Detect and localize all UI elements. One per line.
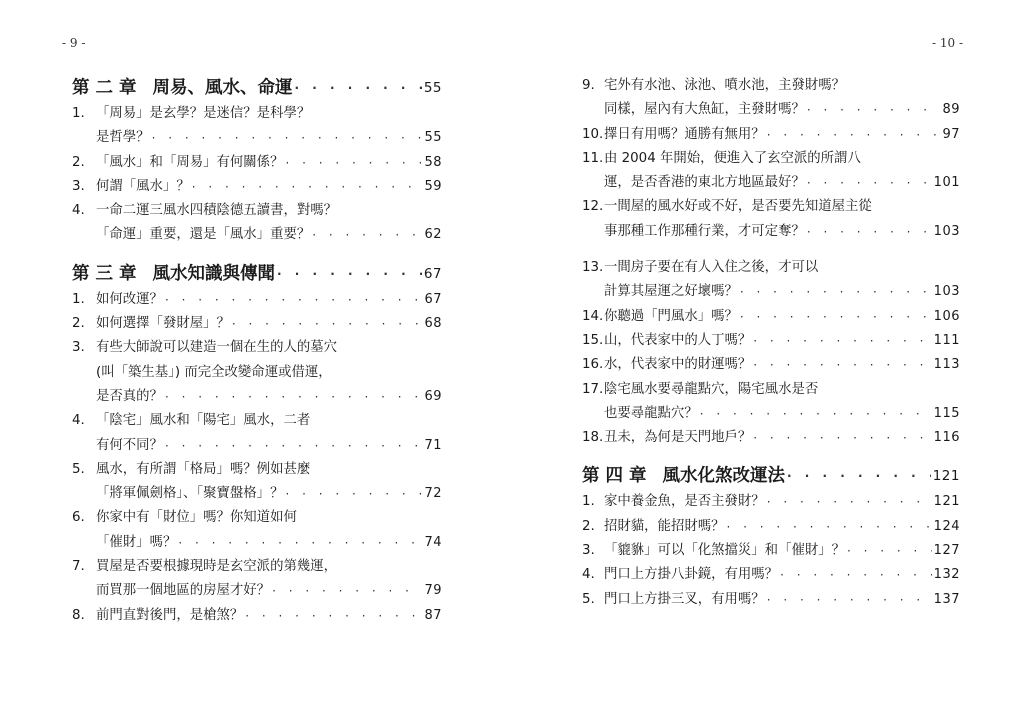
toc-entry bbox=[72, 579, 442, 603]
dot-leader bbox=[285, 482, 422, 506]
right-page bbox=[512, 0, 1024, 724]
toc-entry bbox=[72, 288, 442, 312]
chapter-label: 第三章 bbox=[72, 263, 143, 284]
dot-leader bbox=[312, 223, 422, 247]
entry-number: 3. bbox=[72, 340, 85, 356]
dot-leader bbox=[753, 426, 931, 450]
toc-entry bbox=[582, 280, 960, 304]
entry-text: 水，代表家中的財運嗎？ bbox=[604, 357, 752, 373]
dot-leader bbox=[807, 171, 932, 195]
entry-number: 12. bbox=[582, 199, 604, 215]
dot-leader bbox=[152, 126, 423, 150]
dot-leader bbox=[700, 402, 932, 426]
entry-page-number: 106 bbox=[933, 308, 960, 324]
entry-text: 買屋是否要根據現時是玄空派的第幾運， bbox=[96, 559, 338, 575]
entry-page-number: 132 bbox=[933, 567, 960, 583]
entry-text: 你聽過「門風水」嗎？ bbox=[604, 308, 738, 324]
entry-text: (叫「築生基」) 而完全改變命運或借運， bbox=[96, 364, 332, 380]
dot-leader bbox=[780, 563, 932, 587]
entry-page-number: 69 bbox=[424, 388, 442, 404]
dot-leader bbox=[767, 123, 941, 147]
entry-page-number: 87 bbox=[424, 607, 442, 623]
chapter-label: 第二章 bbox=[72, 78, 143, 98]
toc-list bbox=[582, 74, 960, 612]
entry-page-number: 55 bbox=[423, 80, 442, 96]
entry-text: 丑未，為何是天門地戶？ bbox=[604, 430, 752, 446]
dot-leader bbox=[165, 385, 423, 409]
entry-text: 門口上方掛三叉，有用嗎？ bbox=[604, 591, 765, 607]
toc-entry bbox=[72, 312, 442, 336]
toc-entry bbox=[72, 531, 442, 555]
entry-page-number: 103 bbox=[933, 223, 960, 239]
toc-entry bbox=[582, 74, 960, 98]
chapter-heading bbox=[72, 260, 442, 288]
entry-text: 家中養金魚，是否主發財？ bbox=[604, 494, 765, 510]
dot-leader bbox=[753, 353, 931, 377]
entry-number: 2. bbox=[72, 154, 85, 170]
chapter-heading bbox=[582, 462, 960, 490]
dot-leader bbox=[847, 539, 932, 563]
entry-text: 由 2004 年開始，便進入了玄空派的所謂八 bbox=[604, 150, 861, 166]
section-gap bbox=[582, 450, 960, 462]
toc-entry bbox=[582, 378, 960, 402]
entry-number: 4. bbox=[582, 567, 595, 583]
toc-entry bbox=[72, 102, 442, 126]
entry-page-number: 121 bbox=[932, 468, 960, 485]
entry-number: 16. bbox=[582, 357, 604, 373]
dot-leader bbox=[232, 312, 423, 336]
entry-number: 17. bbox=[582, 381, 604, 397]
entry-page-number: 55 bbox=[424, 130, 442, 146]
entry-page-number: 101 bbox=[933, 175, 960, 191]
entry-text: 一命二運三風水四積陰德五讀書，對嗎？ bbox=[96, 203, 338, 219]
entry-text: 也要尋龍點穴？ bbox=[604, 405, 698, 421]
entry-text: 招財貓，能招財嗎？ bbox=[604, 518, 725, 534]
toc-entry bbox=[72, 385, 442, 409]
entry-text: 山，代表家中的人丁嗎？ bbox=[604, 332, 752, 348]
entry-page-number: 79 bbox=[424, 583, 442, 599]
toc-entry bbox=[72, 506, 442, 530]
entry-text: 運，是否香港的東北方地區最好？ bbox=[604, 175, 805, 191]
entry-text: 「周易」是玄學？是迷信？是科學？ bbox=[96, 106, 311, 121]
dot-leader bbox=[807, 98, 941, 122]
dot-leader bbox=[753, 329, 931, 353]
entry-text: 一間屋的風水好或不好，是否要先知道屋主從 bbox=[604, 199, 872, 215]
entry-number: 2. bbox=[72, 316, 85, 332]
entry-text: 計算其屋運之好壞嗎？ bbox=[604, 284, 738, 300]
dot-leader bbox=[767, 490, 932, 514]
entry-page-number: 111 bbox=[933, 332, 960, 348]
entry-text: 「貔貅」可以「化煞擋災」和「催財」？ bbox=[604, 543, 846, 559]
entry-page-number: 58 bbox=[424, 154, 442, 170]
page-number: - 10 - bbox=[932, 36, 964, 50]
entry-page-number: 67 bbox=[424, 291, 442, 307]
toc-entry bbox=[72, 336, 442, 360]
entry-number: 11. bbox=[582, 150, 604, 166]
entry-number: 14. bbox=[582, 308, 604, 324]
dot-leader bbox=[295, 74, 422, 102]
entry-text: 有些大師說可以建造一個在生的人的墓穴 bbox=[96, 340, 338, 356]
section-gap bbox=[72, 248, 442, 260]
toc-entry bbox=[72, 458, 442, 482]
chapter-title: 風水知識與傳聞 bbox=[152, 263, 275, 284]
dot-leader bbox=[192, 175, 423, 199]
entry-text: 是哲學？ bbox=[96, 130, 150, 146]
entry-text: 門口上方掛八卦鏡，有用嗎？ bbox=[604, 567, 779, 583]
toc-entry bbox=[72, 151, 442, 175]
entry-number: 4. bbox=[72, 203, 85, 219]
entry-text: 而買那一個地區的房屋才好？ bbox=[96, 583, 271, 599]
entry-page-number: 72 bbox=[424, 486, 442, 502]
chapter-title: 風水化煞改運法 bbox=[662, 466, 785, 487]
entry-number: 5. bbox=[72, 461, 85, 477]
dot-leader bbox=[272, 579, 422, 603]
entry-text: 何謂「風水」？ bbox=[96, 178, 190, 194]
entry-number: 3. bbox=[582, 543, 595, 559]
entry-number: 4. bbox=[72, 413, 85, 429]
entry-number: 8. bbox=[72, 607, 85, 623]
entry-page-number: 137 bbox=[933, 591, 960, 607]
entry-number: 1. bbox=[72, 106, 85, 121]
toc-entry bbox=[582, 256, 960, 280]
entry-text: 擇日有用嗎？通勝有無用？ bbox=[604, 126, 765, 142]
entry-number: 9. bbox=[582, 78, 595, 93]
toc-entry bbox=[582, 490, 960, 514]
dot-leader bbox=[807, 220, 932, 244]
entry-text: 宅外有水池、泳池、噴水池，主發財嗎？ bbox=[604, 78, 846, 93]
entry-page-number: 116 bbox=[933, 430, 960, 446]
dot-leader bbox=[285, 151, 422, 175]
toc-entry bbox=[72, 175, 442, 199]
entry-number: 15. bbox=[582, 332, 604, 348]
toc-list bbox=[72, 74, 442, 628]
entry-page-number: 71 bbox=[424, 437, 442, 453]
dot-leader bbox=[727, 515, 932, 539]
entry-text: 事那種工作那種行業，才可定奪？ bbox=[604, 223, 805, 239]
dot-leader bbox=[787, 462, 931, 490]
entry-page-number: 113 bbox=[933, 357, 960, 373]
toc-entry bbox=[72, 223, 442, 247]
toc-entry bbox=[582, 147, 960, 171]
toc-entry bbox=[72, 482, 442, 506]
toc-entry bbox=[582, 123, 960, 147]
entry-text: 陰宅風水要尋龍點穴，陽宅風水是否 bbox=[604, 381, 819, 397]
entry-page-number: 68 bbox=[424, 316, 442, 332]
toc-entry bbox=[582, 539, 960, 563]
chapter-heading bbox=[72, 74, 442, 102]
dot-leader bbox=[165, 288, 423, 312]
toc-entry bbox=[582, 305, 960, 329]
toc-entry bbox=[582, 402, 960, 426]
dot-leader bbox=[740, 280, 932, 304]
toc-entry bbox=[72, 126, 442, 150]
entry-number: 3. bbox=[72, 178, 85, 194]
toc-entry bbox=[582, 171, 960, 195]
dot-leader bbox=[767, 588, 932, 612]
entry-page-number: 74 bbox=[424, 534, 442, 550]
entry-text: 一間房子要在有人入住之後，才可以 bbox=[604, 260, 819, 276]
entry-text: 「將軍佩劍格」、「聚寶盤格」？ bbox=[96, 486, 284, 502]
entry-number: 1. bbox=[582, 494, 595, 510]
entry-page-number: 103 bbox=[933, 284, 960, 300]
entry-text: 「風水」和「周易」有何關係？ bbox=[96, 154, 284, 170]
entry-text: 有何不同？ bbox=[96, 437, 163, 453]
entry-page-number: 67 bbox=[423, 265, 442, 282]
entry-text: 風水，有所謂「格局」嗎？例如甚麼 bbox=[96, 461, 311, 477]
entry-text: 「陰宅」風水和「陽宅」風水，二者 bbox=[96, 413, 311, 429]
entry-text: 前門直對後門，是槍煞？ bbox=[96, 607, 244, 623]
entry-number: 13. bbox=[582, 260, 604, 276]
toc-entry bbox=[582, 588, 960, 612]
entry-text: 同樣，屋內有大魚缸，主發財嗎？ bbox=[604, 102, 805, 118]
entry-number: 18. bbox=[582, 430, 604, 446]
toc-entry bbox=[72, 361, 442, 385]
entry-text: 如何改運？ bbox=[96, 291, 163, 307]
entry-number: 2. bbox=[582, 518, 595, 534]
entry-page-number: 97 bbox=[942, 126, 960, 142]
toc-entry bbox=[582, 195, 960, 219]
entry-page-number: 115 bbox=[933, 405, 960, 421]
entry-page-number: 121 bbox=[933, 494, 960, 510]
toc-entry bbox=[582, 220, 960, 244]
toc-entry bbox=[582, 329, 960, 353]
chapter-label: 第四章 bbox=[582, 466, 653, 487]
entry-text: 是否真的？ bbox=[96, 388, 163, 404]
entry-page-number: 62 bbox=[424, 227, 442, 243]
toc-entry bbox=[582, 563, 960, 587]
entry-text: 「命運」重要，還是「風水」重要？ bbox=[96, 227, 311, 243]
entry-number: 5. bbox=[582, 591, 595, 607]
section-gap bbox=[582, 244, 960, 256]
toc-entry bbox=[72, 604, 442, 628]
dot-leader bbox=[165, 434, 423, 458]
entry-text: 「催財」嗎？ bbox=[96, 534, 177, 550]
entry-page-number: 89 bbox=[942, 102, 960, 118]
dot-leader bbox=[245, 604, 422, 628]
toc-entry bbox=[72, 555, 442, 579]
toc-entry bbox=[582, 353, 960, 377]
toc-entry bbox=[72, 434, 442, 458]
entry-page-number: 127 bbox=[933, 543, 960, 559]
entry-number: 10. bbox=[582, 126, 604, 142]
entry-text: 你家中有「財位」嗎？你知道如何 bbox=[96, 510, 297, 526]
toc-entry bbox=[72, 409, 442, 433]
entry-text: 如何選擇「發財屋」？ bbox=[96, 316, 230, 332]
entry-number: 1. bbox=[72, 291, 85, 307]
chapter-title: 周易、風水、命運 bbox=[152, 78, 293, 98]
dot-leader bbox=[740, 305, 932, 329]
entry-number: 7. bbox=[72, 559, 85, 575]
toc-entry bbox=[582, 98, 960, 122]
toc-entry bbox=[582, 426, 960, 450]
dot-leader bbox=[178, 531, 422, 555]
entry-number: 6. bbox=[72, 510, 85, 526]
dot-leader bbox=[277, 260, 422, 288]
toc-entry bbox=[72, 199, 442, 223]
entry-page-number: 59 bbox=[424, 178, 442, 194]
entry-page-number: 124 bbox=[933, 518, 960, 534]
page-number: - 9 - bbox=[62, 36, 86, 50]
toc-entry bbox=[582, 515, 960, 539]
